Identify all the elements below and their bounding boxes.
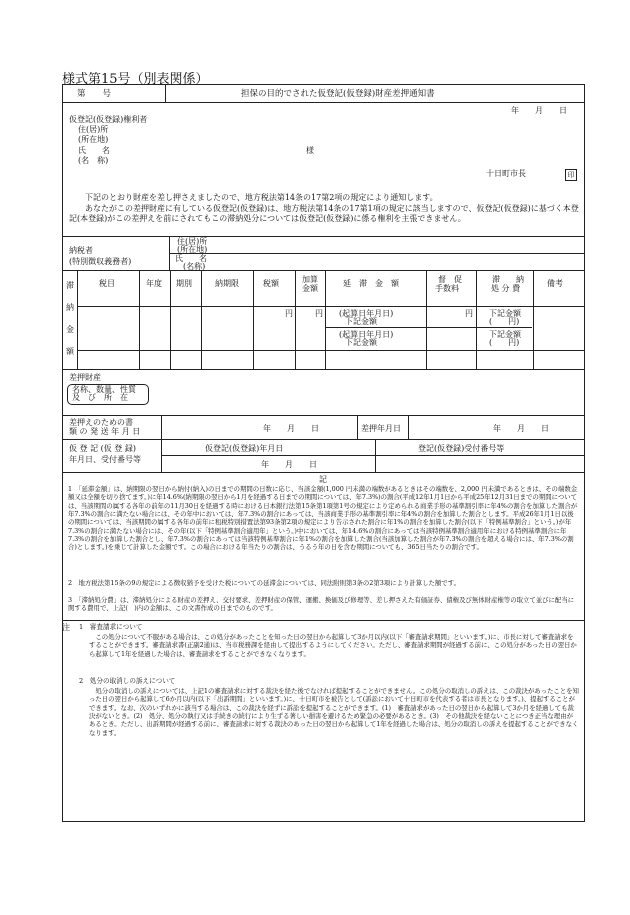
col-header-remarks: 備考 — [547, 279, 563, 288]
disposal-note-2: 下記金額 — [489, 330, 521, 339]
addressee-title-label: (名 称) — [78, 156, 109, 165]
col-header-reminder: 督 促 — [438, 275, 462, 284]
arrears-side-label-3: 金 — [66, 325, 74, 334]
dispatch-date-value: 年 月 日 — [263, 424, 319, 433]
footnote-1-body: この処分について不服がある場合は、この処分があったことを知った日の翌日から起算して3か月以内(以下「審査請求期間」といいます。)に、市長に対して審査請求をすることができます。審査請求書(正副2通)は、当市税務課を経由して提出するようにしてください。ただし、審査請求期間が経過する前に、この処分があった日の翌日から起算して1年を経過した場合は、審査請求をすることができなくなります。 — [89, 633, 577, 658]
footnote-label: 注 — [62, 623, 70, 632]
yen-additional: 円 — [315, 309, 323, 318]
col-header-additional-amount: 金額 — [302, 284, 318, 293]
col-header-additional: 加算 — [302, 275, 318, 284]
notice-form — [62, 84, 585, 822]
disposal-amount-1: ( 円) — [489, 317, 520, 326]
seizure-date-value: 年 月 日 — [493, 424, 549, 433]
dispatch-date-label-2: 類 の 発 送 年 月 日 — [69, 427, 141, 436]
issue-date: 年 月 日 — [511, 106, 567, 115]
seal-mark: 印 — [565, 169, 577, 181]
addressee-address-label: 住(居)所 — [78, 125, 109, 134]
disposal-note-1: 下記金額 — [489, 309, 521, 318]
col-header-disposal-cost: 処 分 費 — [491, 284, 521, 293]
taxpayer-location-label: (所在地) — [177, 245, 208, 254]
col-header-due-date: 納期限 — [215, 279, 239, 288]
below-amount-note-1: 下記金額 — [345, 317, 377, 326]
taxpayer-name-label: 氏 名 — [175, 254, 207, 263]
taxpayer-address-label: 住(居)所 — [177, 237, 208, 246]
registration-label-2: 年月日、受付番号等 — [69, 455, 141, 464]
arrears-side-label-1: 滞 — [66, 281, 74, 290]
col-header-period: 期別 — [176, 279, 192, 288]
dispatch-date-label-1: 差押えのための書 — [69, 418, 133, 427]
note-2: 2 地方税法第15条の9の規定による徴収猶予を受けた税についての延滞金については、同法附則第3条の2第3項により計算した額です。 — [68, 579, 460, 587]
addressee-location-label: (所在地) — [78, 135, 109, 144]
start-date-note-1: (起算日年月日) — [339, 309, 394, 318]
notice-paragraph-1: 下記のとおり財産を差し押さえましたので、地方税法第14条の17第2項の規定により通知します。 — [85, 193, 438, 202]
sender-name: 十日町市長 — [486, 169, 526, 178]
start-date-note-2: (起算日年月日) — [339, 330, 394, 339]
col-header-delinquency: 滞 納 — [492, 275, 524, 284]
below-amount-note-2: 下記金額 — [345, 338, 377, 347]
registration-date-value: 年 月 日 — [261, 460, 317, 469]
note-3: 3 「滞納処分費」は、滞納処分による財産の差押え、交付要求、差押財産の保管、運搬、換価及び修理等、差し押さえた有価証券、債権及び無体財産権等の取立て並びに配当に関する費用で、上記( )内の金額は、この文書作成の日までのものです。 — [68, 596, 575, 613]
note-1: 1 「延滞金額」は、納期限の翌日から納付(納入)の日までの期間の日数に応じ、当該金額(1,000 円未満の端数があるときはその端数を、2,000 円未満であるときは、その端数金額又は全額を切り捨てます。)に年14.6%(納期限の翌日から1月を経過する日までの期間については、年7.3%)の割合(平成12年1月1日から平成25年12月31日までの期間については、当該期間の属する各年の前年の11月30日を経過する時における日本銀行法第15条第1項第1号の規定により定められる商業手形の基準割引率に年4%の割合を加算した割合が年7.3%の割合に満たない場合には、その年中においては、年7.3%の割合にあっては、当該商業手形の基準割引率に年4%の割合を加算した割合とします。平成26年1月1日以後の期間については、当該期間の属する各年の前年に租税特別措置法第93条第2項の規定により告示された割合に年1%の割合を加算した割合(以下「特例基準割合」という。)が年7.3%の割合に満たない場合には、その年(以下「特例基準割合適用年」という。)中においては、年14.6%の割合にあっては当該特例基準割合適用年における特例基準割合に年7.3%の割合を加算した割合とし、年7.3%の割合にあっては当該特例基準割合に年1%の割合を加算した割合(当該加算した割合が年7.3%の割合を超える場合には、年7.3%の割合)とします。)を乗じて計算した金額です。この場合における年当たりの割合は、うるう年の日を含む期間についても、365日当たりの割合です。 — [68, 485, 578, 552]
col-header-late-fee: 延 滞 金 額 — [343, 279, 399, 288]
registration-label-1: 仮 登 記 (仮 登 録) — [69, 444, 136, 453]
document-title: 担保の目的でされた仮登記(仮登録)財産差押通知書 — [241, 89, 435, 99]
footnote-2-body: 処分の取消しの訴えについては、上記1の審査請求に対する裁決を経た後でなければ提起することができません。この処分の取消しの訴えは、この裁決があったことを知った日の翌日から起算して6か月以内(以下「出訴期間」といいます。)に、十日町市を被告として(訴訟において十日町市を代表する者は市長となります。)、提起することができます。なお、次のいずれかに該当する場合は、この裁決を経ずに訴訟を提起することができます。(1) 審査請求があった日の翌日から起算して3か月を経過しても裁決がないとき。(2) 処分、処分の執行又は手続きの続行により生ずる著しい損害を避けるため緊急の必要があるとき。(3) その他裁決を経ないことにつき正当な理由があるとき。ただし、出訴期間が経過する前に、審査請求に対する裁決のあった日の翌日から起算して1年を経過した場合は、処分の取消しの訴えを提起することができなくなります。 — [89, 687, 579, 737]
notes-heading: 記 — [319, 475, 327, 484]
footnote-1-title: 1 審査請求について — [79, 623, 143, 631]
seized-property-label: 差押財産 — [69, 373, 101, 382]
honorific: 様 — [306, 146, 314, 155]
taxpayer-title-label: (名称) — [183, 262, 206, 271]
footnote-2-title: 2 処分の取消しの訴えについて — [79, 677, 176, 685]
arrears-side-label-2: 納 — [66, 303, 74, 312]
arrears-side-label-4: 額 — [66, 347, 74, 356]
yen-tax: 円 — [285, 309, 293, 318]
seizure-date-label: 差押年月日 — [361, 424, 401, 433]
col-header-fiscal-year: 年度 — [146, 279, 162, 288]
form-title: 様式第15号（別表関係） — [62, 72, 209, 87]
seized-property-sublabel-1: 名称、数量、性質 — [72, 385, 136, 394]
taxpayer-label: 納税者 — [69, 246, 93, 255]
document-number: 第 号 — [77, 89, 112, 99]
yen-reminder: 円 — [465, 309, 473, 318]
addressee-name-label: 氏 名 — [78, 146, 110, 155]
col-header-fee: 手数料 — [435, 284, 459, 293]
notice-paragraph-2: あなたがこの差押財産に有している仮登記(仮登録)は、地方税法第14条の17第1項の規定に該当しますので、仮登記(仮登録)に基づく本登記(本登録)がこの差押えを前にされてもこの滞納処分については仮登記(仮登録)に係る権利を主張できません。 — [69, 204, 579, 223]
col-header-tax-item: 税目 — [99, 279, 115, 288]
col-header-tax-amount: 税額 — [263, 279, 279, 288]
seized-property-sublabel-2: 及 び 所 在 — [72, 393, 128, 402]
registration-date-header: 仮登記(仮登録)年月日 — [205, 444, 284, 453]
disposal-amount-2: ( 円) — [489, 338, 520, 347]
taxpayer-sublabel: (特別徴収義務者) — [69, 257, 132, 266]
addressee-label: 仮登記(仮登録)権利者 — [69, 115, 148, 124]
registration-number-header: 登記(仮登録)受付番号等 — [418, 444, 505, 453]
